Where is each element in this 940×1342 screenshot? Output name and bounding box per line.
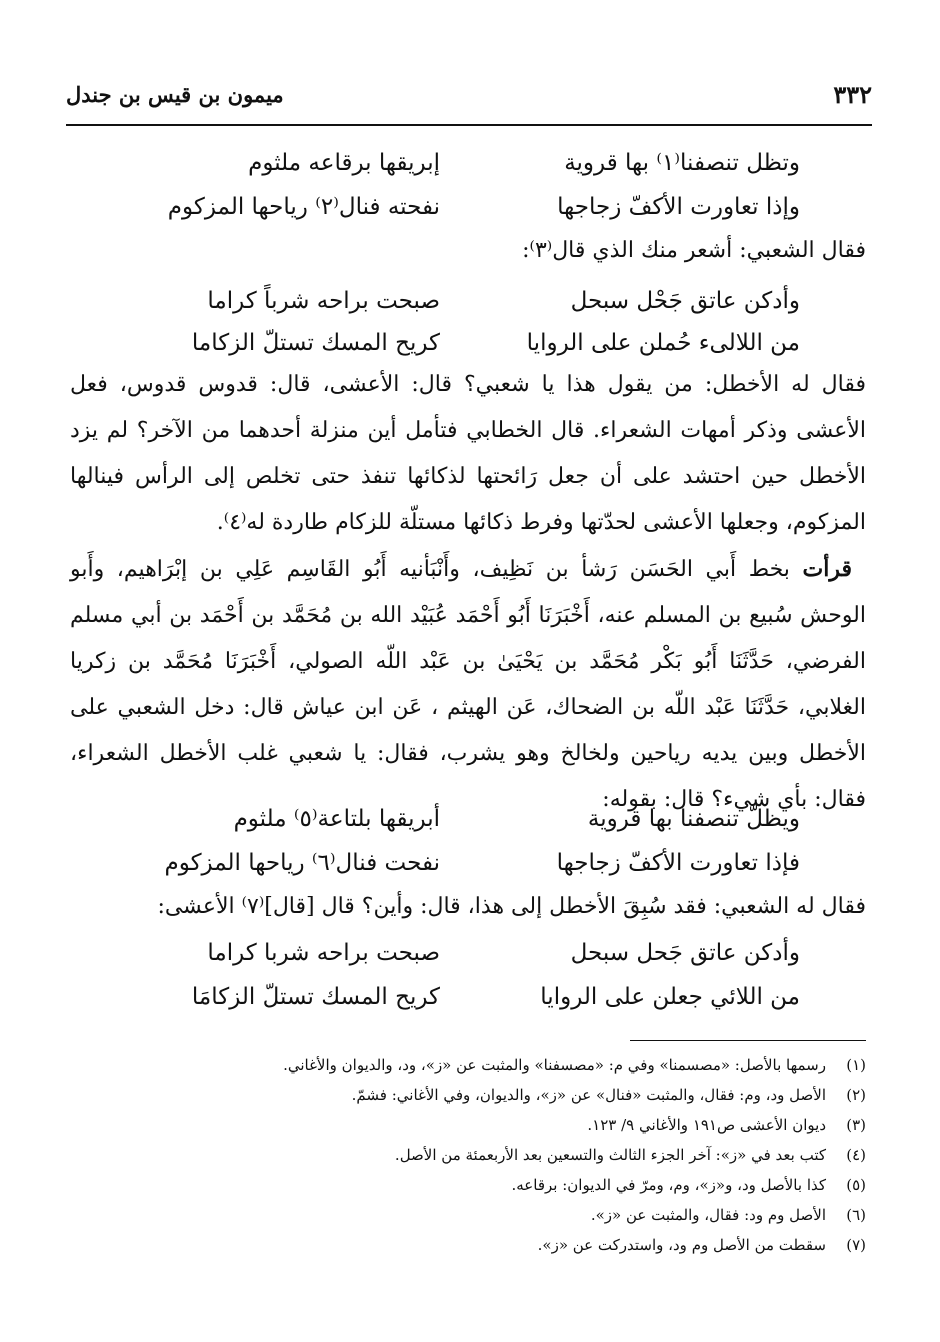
footnote-text: كتب بعد في «ز»: آخر الجزء الثالث والتسعين بعد الأربعمئة من الأصل.	[394, 1146, 826, 1164]
verse-first-hemistich: وأدكن عاتق جَحْل سبحل	[570, 288, 800, 314]
footnote-text: سقطت من الأصل وم ود، واستدركت عن «ز».	[537, 1236, 826, 1254]
paragraph	[70, 362, 866, 546]
paragraph	[70, 546, 866, 823]
verse-first-hemistich: وأدكن عاتق جَحل سبحل	[570, 940, 800, 966]
verse-first-hemistich: ويظلّ تنصفنا بها قروية	[587, 806, 800, 832]
verse-first-hemistich: من اللائي جعلن على الروايا	[540, 984, 800, 1010]
lead-word: قرأت	[802, 556, 852, 582]
footnote-number: (٢)	[846, 1086, 866, 1104]
prose-line	[70, 884, 866, 930]
page-number: ٣٣٢	[833, 80, 872, 109]
footnote	[70, 1200, 866, 1230]
verse-second-hemistich: إبريقها برقاعه ملثوم	[248, 150, 440, 176]
verse-second-hemistich: أبريقها بلتاعة⁽٥⁾ ملثوم	[233, 806, 440, 832]
footnote-number: (٦)	[846, 1206, 866, 1224]
verse-line	[100, 984, 800, 1030]
header-rule	[66, 124, 872, 126]
footnote-text: الأصل وم ود: فقال، والمثبت عن «ز».	[590, 1206, 826, 1224]
footnote-number: (٣)	[846, 1116, 866, 1134]
footnote	[70, 1080, 866, 1110]
verse-first-hemistich: من اللالىء حُملن على الروايا	[526, 330, 800, 356]
verse-first-hemistich: وإذا تعاورت الأكفّ زجاجها	[557, 194, 800, 220]
footnote-number: (١)	[846, 1056, 866, 1074]
paragraph-text	[70, 546, 866, 823]
footnote-rule	[630, 1040, 866, 1041]
verse-first-hemistich: وتظل تنصفنا⁽١⁾ بها قروية	[564, 150, 800, 176]
verse-line	[100, 150, 800, 196]
paragraph-text: فقال له الأخطل: من يقول هذا يا شعبي؟ قال: الأعشى، قال: قدوس قدوس، فعل الأعشى وذكر أمهات الشعراء. قال الخطابي فتأمل أين منزلة أحدهما من الآخر؟ لم يزد الأخطل حين احتشد على أن جعل رَائحتها لذكائها تنفذ حتى تخلص إلى الرأس فينالها المزكوم، وجعلها الأعشى لحدّتها وفرط ذكائها مستلّة للزكام طاردة له⁽٤⁾.	[70, 372, 867, 535]
footnote-text: رسمها بالأصل: «مصسمنا» وفي م: «مصسفنا» والمثبت عن «ز»، ود، والديوان والأغاني.	[283, 1056, 826, 1074]
footnote-number: (٤)	[846, 1146, 866, 1164]
verse-second-hemistich: كريح المسك تستلّ الزكامَا	[191, 984, 440, 1010]
footnote-number: (٥)	[846, 1176, 866, 1194]
prose-line	[70, 228, 866, 274]
shaabi-quote-line: فقال الشعبي: أشعر منك الذي قال⁽٣⁾:	[522, 238, 866, 263]
verse-second-hemistich: كريح المسك تستلّ الزكاما	[191, 330, 440, 356]
footnote-number: (٧)	[846, 1236, 866, 1254]
shaabi-quote-line: فقال له الشعبي: فقد سُبِقَ الأخطل إلى هذا، قال: وأين؟ قال [قال]⁽٧⁾ الأعشى:	[157, 894, 866, 919]
footnotes	[70, 1050, 866, 1260]
verse-line	[100, 806, 800, 852]
verse-second-hemistich: صبحت براحه شرباً كراما	[207, 288, 440, 314]
verse-line	[100, 940, 800, 986]
running-header	[66, 78, 872, 118]
footnote	[70, 1140, 866, 1170]
footnote	[70, 1230, 866, 1260]
footnote	[70, 1110, 866, 1140]
footnote	[70, 1050, 866, 1080]
verse-second-hemistich: نفحت فنال⁽٦⁾ رياحها المزكوم	[164, 850, 440, 876]
footnote	[70, 1170, 866, 1200]
paragraph-body: بخط أَبي الحَسَن رَشأ بن نَظِيف، وأَنْبَأنيه أَبُو القَاسِم عَلِي بن إبْرَاهيم، وأَبو الوحش سُبيع بن المسلم عنه، أَخْبَرَنَا أَبُو أَحْمَد عُبَيْد الله بن مُحَمَّد بن أَحْمَد بن أبي مسلم الفرضي، حَدَّثَنَا أَبُو بَكْر مُحَمَّد بن يَحْيَىٰ بن عَبْد اللّه الصولي، أَخْبَرَنَا مُحَمَّد بن زكريا الغلابي، حَدَّثَنَا عَبْد اللّه بن الضحاك، عَن الهيثم ، عَن ابن عياش قال: دخل الشعبي على الأخطل وبين يديه رياحين ولخالخ وهو يشرب، فقال: يا شعبي غلب الأخطل الشعراء، فقال: بأي شيء؟ قال: بقوله:	[70, 557, 866, 812]
verse-second-hemistich: نفحته فنال⁽٢⁾ رياحها المزكوم	[167, 194, 440, 220]
footnote-text: ديوان الأعشى ص١٩١ والأغاني ٩/ ١٢٣.	[587, 1116, 826, 1134]
footnote-text: كذا بالأصل ود، و«ز»، وم، ومرّ في الديوان: برقاعه.	[511, 1176, 826, 1194]
verse-first-hemistich: فإذا تعاورت الأكفّ زجاجها	[556, 850, 800, 876]
footnote-text: الأصل ود، وم: فقال، والمثبت «فنال» عن «ز»، والديوان، وفي الأغاني: فشمّ.	[351, 1086, 826, 1104]
verse-second-hemistich: صبحت براحه شربا كراما	[207, 940, 440, 966]
running-title: ميمون بن قيس بن جندل	[66, 82, 284, 107]
verse-line	[100, 288, 800, 334]
